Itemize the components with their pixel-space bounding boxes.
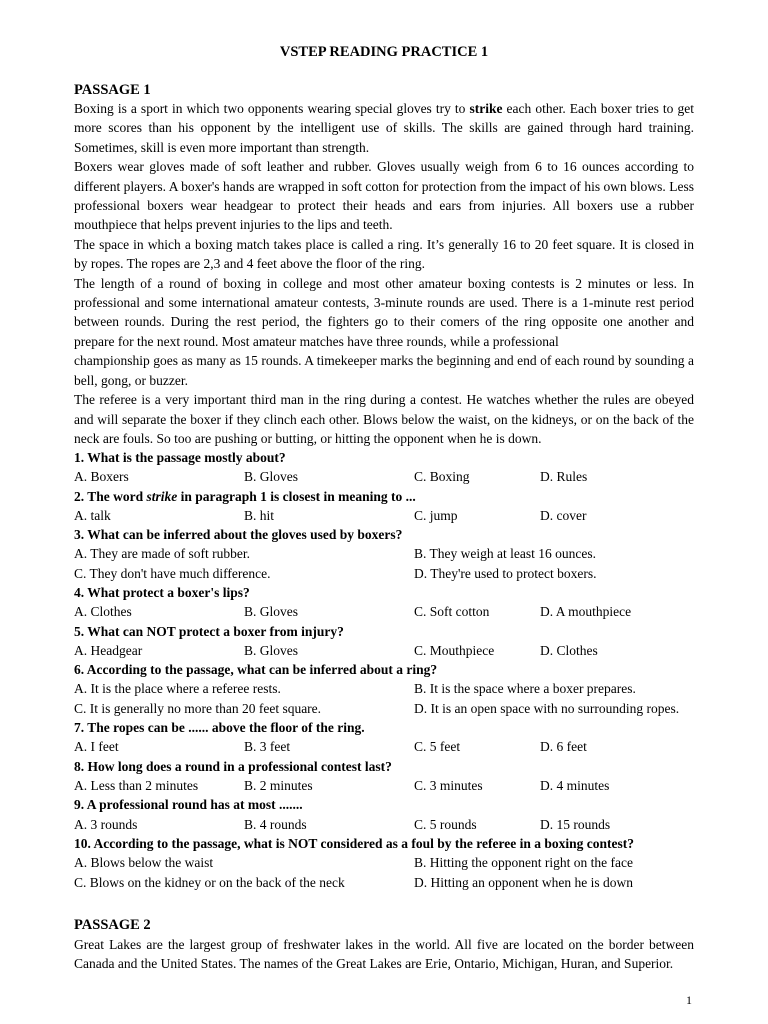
q7-option-a[interactable]: A. I feet <box>74 739 119 754</box>
q10-option-a[interactable]: A. Blows below the waist <box>74 855 214 870</box>
q2-option-c[interactable]: C. jump <box>414 508 458 523</box>
q6-option-b[interactable]: B. It is the space where a boxer prepares. <box>414 681 636 696</box>
keyword-strike: strike <box>469 101 503 116</box>
question-9: 9. A professional round has at most ....... <box>74 797 303 812</box>
q6-option-d[interactable]: D. It is an open space with no surrounding ropes. <box>414 701 680 716</box>
q3-option-b[interactable]: B. They weigh at least 16 ounces. <box>414 546 596 561</box>
question-5: 5. What can NOT protect a boxer from injury? <box>74 624 344 639</box>
q10-option-d[interactable]: D. Hitting an opponent when he is down <box>414 875 633 890</box>
question-4: 4. What protect a boxer's lips? <box>74 585 250 600</box>
question-1: 1. What is the passage mostly about? <box>74 450 286 465</box>
question-3: 3. What can be inferred about the gloves used by boxers? <box>74 527 403 542</box>
q8-option-d[interactable]: D. 4 minutes <box>540 778 610 793</box>
passage1-body <box>74 99 694 448</box>
page-number: 1 <box>686 993 692 1007</box>
q1-option-a[interactable]: A. Boxers <box>74 469 129 484</box>
page-title: VSTEP READING PRACTICE 1 <box>279 44 489 60</box>
q8-option-b[interactable]: B. 2 minutes <box>244 778 313 793</box>
question-10: 10. According to the passage, what is NOT considered as a foul by the referee in a boxing contest? <box>74 836 634 851</box>
q9-option-b[interactable]: B. 4 rounds <box>244 817 307 832</box>
q1-option-c[interactable]: C. Boxing <box>414 469 470 484</box>
q6-option-c[interactable]: C. It is generally no more than 20 feet square. <box>74 701 322 716</box>
q7-option-d[interactable]: D. 6 feet <box>540 739 587 754</box>
question-2 <box>74 487 694 506</box>
passage1-paragraph-3: The space in which a boxing match takes place is called a ring. It’s generally 16 to 20 feet square. It is closed in by ropes. The ropes are 2,3 and 4 feet above the floor of the ring. <box>74 236 694 272</box>
passage1-p1-text: Boxing is a sport in which two opponents wearing special gloves try to <box>74 101 470 116</box>
passage1-paragraph-1 <box>74 99 694 157</box>
q2-option-a[interactable]: A. talk <box>74 508 111 523</box>
q4-option-b[interactable]: B. Gloves <box>244 604 298 619</box>
passage1-paragraph-2: Boxers wear gloves made of soft leather and rubber. Gloves usually weigh from 6 to 16 ounces according to different players. A boxer's hands are wrapped in soft cotton for protection from the impact of his own blows. Less professional boxers wear headgear to protect their heads and ears from injuries. All boxers use a rubber mouthpiece that helps prevent injuries to the lips and teeth. <box>74 159 694 233</box>
q9-option-a[interactable]: A. 3 rounds <box>74 817 138 832</box>
q9-option-c[interactable]: C. 5 rounds <box>414 817 477 832</box>
q3-option-c[interactable]: C. They don't have much difference. <box>74 566 271 581</box>
passage1-paragraph-5: The referee is a very important third man in the ring during a contest. He watches whether the rules are obeyed and will separate the boxer if they clinch each other. Blows below the waist, on the kidneys, or on the back of the neck are fouls. So too are pushing or butting, or hitting the opponent when he is down. <box>74 392 694 446</box>
q9-option-d[interactable]: D. 15 rounds <box>540 817 611 832</box>
q7-option-c[interactable]: C. 5 feet <box>414 739 461 754</box>
q5-option-b[interactable]: B. Gloves <box>244 643 298 658</box>
passage2-heading: PASSAGE 2 <box>74 917 151 933</box>
q3-option-d[interactable]: D. They're used to protect boxers. <box>414 566 597 581</box>
q10-option-b[interactable]: B. Hitting the opponent right on the face <box>414 855 633 870</box>
q7-option-b[interactable]: B. 3 feet <box>244 739 291 754</box>
question-6: 6. According to the passage, what can be inferred about a ring? <box>74 662 438 677</box>
question-7: 7. The ropes can be ...... above the floor of the ring. <box>74 720 365 735</box>
passage1-p1-text-cont: each other. Each boxer tries to get more scores than his opponent by the intelligent use of skills. The skills are gained through hard training. Sometimes, skill is even more important than strength. <box>74 101 694 155</box>
q6-option-a[interactable]: A. It is the place where a referee rests. <box>74 681 281 696</box>
q2-text: 2. The word <box>74 489 147 504</box>
q5-option-a[interactable]: A. Headgear <box>74 643 143 658</box>
q3-option-a[interactable]: A. They are made of soft rubber. <box>74 546 250 561</box>
q5-option-d[interactable]: D. Clothes <box>540 643 598 658</box>
q4-option-d[interactable]: D. A mouthpiece <box>540 604 632 619</box>
q8-option-c[interactable]: C. 3 minutes <box>414 778 483 793</box>
q2-option-d[interactable]: D. cover <box>540 508 587 523</box>
q2-text-cont: in paragraph 1 is closest in meaning to ... <box>177 489 416 504</box>
q2-keyword: strike <box>146 489 178 504</box>
q5-option-c[interactable]: C. Mouthpiece <box>414 643 495 658</box>
q1-option-b[interactable]: B. Gloves <box>244 469 298 484</box>
passage1-paragraph-4: The length of a round of boxing in college and most other amateur boxing contests is 2 minutes or less. In professional and some international amateur contests, 3-minute rounds are used. There is a 1-minute rest period between rounds. During the rest period, the fighters go to their comers of the ring opposite one another and prepare for the next round. Most amateur matches have three rounds, while a professional <box>74 275 694 349</box>
passage1-paragraph-4b: championship goes as many as 15 rounds. A timekeeper marks the beginning and end of each round by sounding a bell, gong, or buzzer. <box>74 353 694 388</box>
q1-option-d[interactable]: D. Rules <box>540 469 588 484</box>
q10-option-c[interactable]: C. Blows on the kidney or on the back of the neck <box>74 875 345 890</box>
q4-option-c[interactable]: C. Soft cotton <box>414 604 490 619</box>
q8-option-a[interactable]: A. Less than 2 minutes <box>74 778 199 793</box>
passage2-paragraph-1: Great Lakes are the largest group of freshwater lakes in the world. All five are located on the border between Canada and the United States. The names of the Great Lakes are Erie, Ontario, Michigan, Huran, and Superior. <box>74 937 694 972</box>
question-8: 8. How long does a round in a professional contest last? <box>74 759 392 774</box>
q2-option-b[interactable]: B. hit <box>244 508 275 523</box>
passage1-heading: PASSAGE 1 <box>74 82 151 98</box>
q4-option-a[interactable]: A. Clothes <box>74 604 132 619</box>
passage2-body <box>74 935 694 974</box>
